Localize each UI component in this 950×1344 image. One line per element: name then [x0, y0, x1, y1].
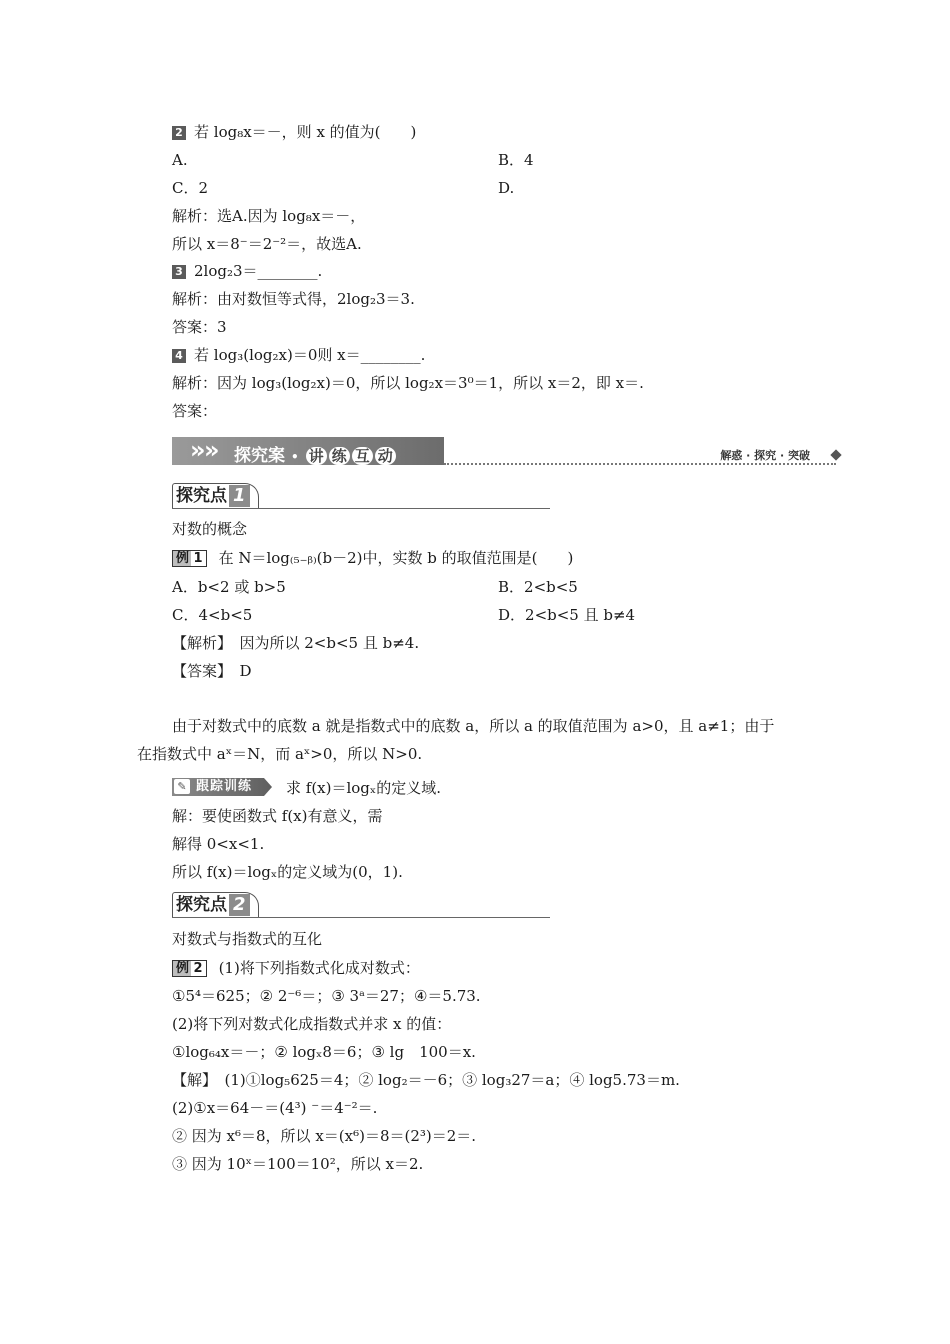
example-items: ①5⁴＝625；② 2⁻⁶＝；③ 3ᵃ＝27；④＝5.73. — [172, 987, 481, 1005]
section-banner — [172, 437, 840, 467]
example-stem: 在 N＝log₍₅₋ᵦ₎(b－2)中，实数 b 的取值范围是( ) — [218, 549, 574, 567]
section-underline — [172, 508, 550, 509]
analysis-line: 解析：由对数恒等式得，2log₂3＝3. — [172, 290, 415, 308]
section-number: 2 — [229, 894, 250, 916]
option-a: A．b<2 或 b>5 — [172, 578, 286, 596]
solution-line: 解得 0<x<1. — [172, 835, 265, 853]
section-topic: 对数的概念 — [172, 520, 248, 538]
analysis-line: 解析：因为 log₃(log₂x)＝0，所以 log₂x＝3⁰＝1，所以 x＝2，即 x＝. — [172, 374, 644, 392]
solution-line: (2)①x＝64－＝(4³) ⁻＝4⁻²＝. — [172, 1099, 378, 1117]
analysis-line: 所以 x＝8⁻＝2⁻²＝，故选A. — [172, 235, 362, 253]
solution-line: 【解】 (1)①log₅625＝4；② log₂＝－6；③ log₃27＝a；④ log5.73＝m. — [172, 1071, 680, 1089]
solution-line: ③ 因为 10ˣ＝100＝10²，所以 x＝2. — [172, 1155, 424, 1173]
section-label-box: 探究点 1 — [172, 483, 259, 508]
note-line: 在指数式中 aˣ＝N，而 aˣ>0，所以 N>0. — [137, 745, 423, 763]
solution-line: ② 因为 x⁶＝8，所以 x＝(x⁶)＝8＝(2³)＝2＝. — [172, 1127, 477, 1145]
training-block — [172, 778, 441, 798]
example-items: ①log₆₄x＝－；② logₓ8＝6；③ lg 100＝x. — [172, 1043, 476, 1061]
question-stem: 2log₂3＝________. — [194, 262, 323, 280]
solution-line: 所以 f(x)＝logₓ的定义域为(0，1). — [172, 863, 403, 881]
solution-line: 解：要使函数式 f(x)有意义，需 — [172, 807, 383, 825]
banner-title-main: 探究案 — [234, 446, 285, 466]
option-c: C．2 — [172, 179, 209, 197]
question-stem: 若 log₈x＝－，则 x 的值为( ) — [194, 123, 417, 141]
question-number-badge: 4 — [172, 349, 186, 363]
question-number-badge: 2 — [172, 126, 186, 140]
section-heading-2 — [172, 892, 550, 918]
banner-title — [234, 441, 397, 466]
section-heading-1 — [172, 483, 550, 509]
banner-tagline: 解惑 · 探究 · 突破 — [720, 449, 810, 462]
analysis-line: 解析：选A.因为 log₈x＝－， — [172, 207, 366, 225]
solution-line: 【解析】 因为所以 2<b<5 且 b≠4. — [172, 634, 420, 652]
banner-dot: • — [291, 450, 299, 464]
option-c: C．4<b<5 — [172, 606, 253, 624]
example-part: (1)将下列指数式化成对数式： — [218, 959, 420, 977]
chevron-right-icon: » — [190, 436, 206, 464]
answer-line: 答案： — [172, 402, 218, 420]
note-line: 由于对数式中的底数 a 就是指数式中的底数 a，所以 a 的取值范围为 a>0，且 a≠1；由于 — [172, 717, 775, 735]
pencil-icon: ✎ — [174, 779, 190, 794]
option-d: D. — [498, 179, 515, 197]
question-3 — [172, 261, 322, 281]
example-badge: 例 1 — [172, 550, 207, 567]
section-label-box: 探究点 2 — [172, 892, 259, 917]
example-part: (2)将下列对数式化成指数式并求 x 的值： — [172, 1015, 452, 1033]
question-4 — [172, 345, 425, 365]
chevron-right-icon: » — [204, 436, 220, 464]
question-stem: 若 log₃(log₂x)＝0则 x＝________. — [194, 346, 426, 364]
option-b: B．4 — [498, 151, 534, 169]
answer-line: 答案：3 — [172, 318, 227, 336]
banner-dotted-line — [444, 463, 836, 465]
option-d: D．2<b<5 且 b≠4 — [498, 606, 636, 624]
option-b: B．2<b<5 — [498, 578, 578, 596]
training-stem: 求 f(x)＝logₓ的定义域. — [286, 779, 442, 797]
banner-subtitle: 讲 练 互 动 — [305, 446, 397, 466]
section-underline — [172, 917, 550, 918]
example-badge: 例 2 — [172, 960, 207, 977]
example-1 — [172, 548, 573, 568]
question-2 — [172, 122, 416, 142]
section-number: 1 — [229, 485, 250, 507]
question-number-badge: 3 — [172, 265, 186, 279]
section-topic: 对数式与指数式的互化 — [172, 930, 323, 948]
answer-line: 【答案】 D — [172, 662, 252, 680]
training-label: ✎ 跟踪训练 — [172, 778, 272, 796]
diamond-icon — [830, 449, 841, 460]
example-2 — [172, 958, 420, 978]
option-a: A. — [172, 151, 188, 169]
